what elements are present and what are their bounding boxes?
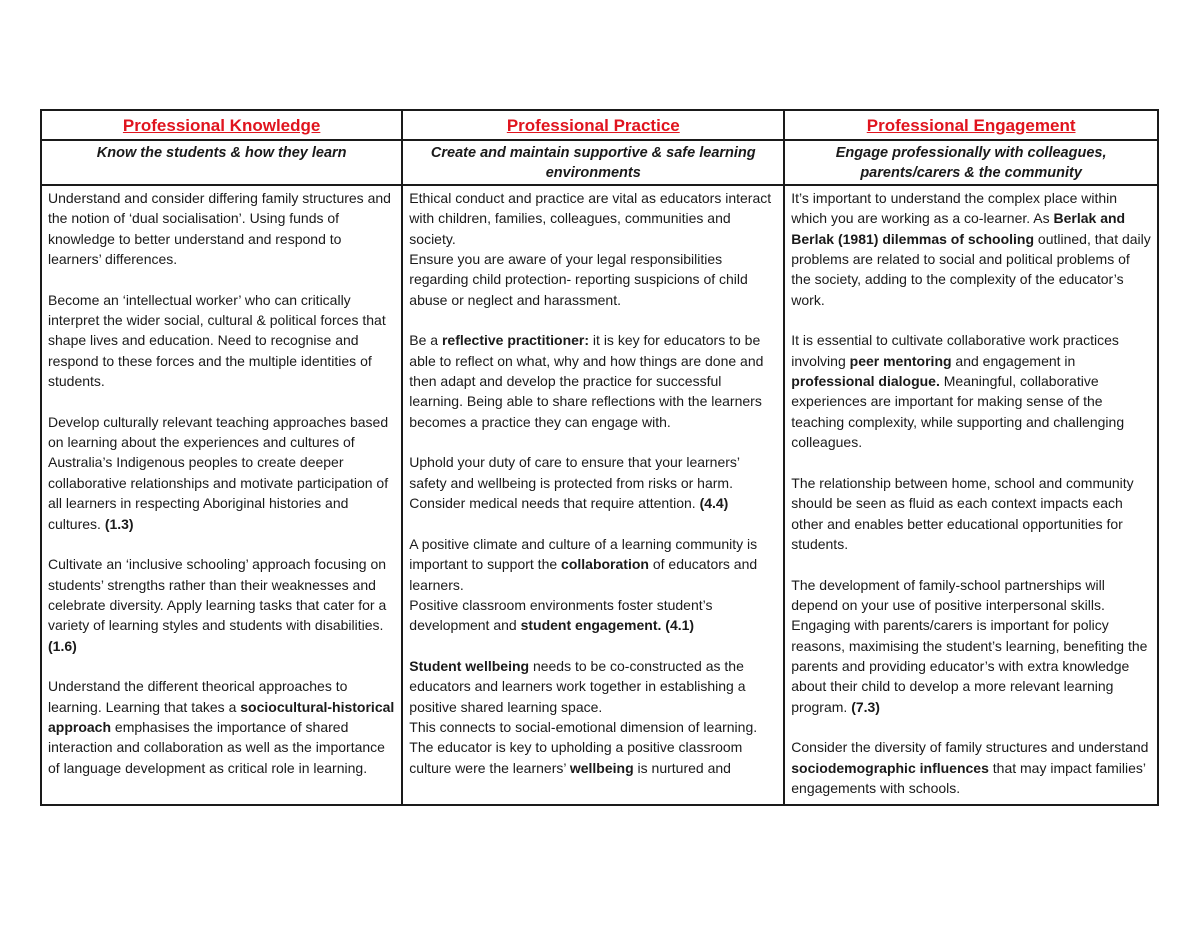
paragraph-gap — [409, 514, 777, 534]
bold-text-run: (1.6) — [48, 637, 77, 654]
text-run: Understand the different theorical approaches to learning. Learning that takes a — [48, 678, 348, 715]
paragraph-gap — [791, 554, 1151, 574]
standards-table — [40, 109, 1159, 806]
paragraph-gap — [791, 310, 1151, 330]
text-run: outlined, that daily problems are related to social and political problems of the society, adding to the complexity of the educator’s work. — [791, 230, 1151, 308]
text-run: and engagement in — [951, 352, 1076, 369]
body-row — [41, 185, 1158, 805]
body-paragraph — [48, 554, 395, 656]
paragraph-gap — [791, 452, 1151, 472]
text-run: it is key for educators to be able to reflect on what, why and how things are done and then adapt and develop the practice for successful learning. Being able to share reflections with the learners becomes a practice they can engage with. — [409, 332, 764, 430]
text-run: It’s important to understand the complex place within which you are working as a co-learner. As — [791, 190, 1118, 227]
paragraph-gap — [48, 391, 395, 411]
body-paragraph — [409, 656, 777, 778]
text-run: that may impact families’ engagements with schools. — [791, 759, 1146, 796]
paragraph-gap — [409, 432, 777, 452]
bold-text-run: (4.4) — [699, 495, 729, 512]
text-run: Become an ‘intellectual worker’ who can critically interpret the wider social, cultural & political forces that shape lives and education. Need to recognise and respond to these forces and the multiple identities of students. — [48, 291, 386, 390]
paragraph-gap — [48, 534, 395, 554]
body-paragraph — [791, 188, 1151, 310]
subheading-row — [41, 140, 1158, 185]
text-run: emphasises the importance of shared interaction and collaboration as well as the importance of language development as critical role in learning. — [48, 718, 385, 776]
text-run: of educators and learners. — [409, 556, 758, 593]
bold-text-run: sociodemographic influences — [791, 759, 989, 776]
column-subheading-engagement: Engage professionally with colleagues, parents/carers & the community — [784, 140, 1158, 185]
bold-text-run: student engagement. (4.1) — [520, 617, 695, 634]
text-run: Ensure you are aware of your legal responsibilities regarding child protection- reporting suspicions of child abuse or neglect and harassment. — [409, 251, 748, 308]
text-run: Understand and consider differing family structures and the notion of ‘dual socialisation’. Using funds of knowledge to better understand and respond to learners’ differences. — [48, 190, 391, 268]
text-run: It is essential to cultivate collaborative work practices involving — [791, 332, 1119, 369]
bold-text-run: peer mentoring — [849, 352, 952, 369]
body-paragraph — [48, 290, 395, 392]
bold-text-run: reflective practitioner: — [441, 332, 590, 349]
body-paragraph — [409, 330, 777, 432]
bold-text-run: (7.3) — [851, 698, 880, 715]
bold-text-run: (1.3) — [104, 515, 134, 532]
bold-text-run: collaboration — [561, 556, 649, 573]
text-run: Be a — [409, 332, 442, 349]
text-run: Consider the diversity of family structures and understand — [791, 739, 1149, 756]
column-body-knowledge — [41, 185, 402, 805]
body-paragraph — [791, 737, 1151, 798]
column-body-engagement — [784, 185, 1158, 805]
text-run: Ethical conduct and practice are vital as educators interact with children, families, colleagues, communities and society. — [409, 190, 772, 247]
column-heading-engagement: Professional Engagement — [784, 110, 1158, 140]
text-run: Positive classroom environments foster student’s development and — [409, 596, 713, 634]
body-paragraph — [791, 575, 1151, 717]
column-subheading-knowledge: Know the students & how they learn — [41, 140, 402, 185]
bold-text-run: Berlak and Berlak (1981) dilemmas of schooling — [791, 210, 1126, 247]
paragraph-gap — [409, 310, 777, 330]
text-run: This connects to social-emotional dimension of learning. — [409, 718, 758, 735]
text-run: Cultivate an ‘inclusive schooling’ approach focusing on students’ strengths rather than their weaknesses and celebrate diversity. Apply learning tasks that cater for a variety of learning styles and students with disabilities. — [48, 556, 387, 634]
body-paragraph — [48, 412, 395, 534]
bold-text-run: Student wellbeing — [409, 657, 530, 674]
text-run: Uphold your duty of care to ensure that your learners’ safety and wellbeing is protected from risks or harm. Consider medical needs that require attention. — [409, 454, 740, 512]
paragraph-gap — [409, 636, 777, 656]
bold-text-run: sociocultural-historical approach — [48, 698, 395, 735]
body-paragraph — [409, 188, 777, 310]
text-run: The educator is key to upholding a positive classroom culture were the learners’ — [409, 739, 743, 776]
bold-text-run: professional dialogue. — [791, 373, 940, 390]
body-paragraph — [48, 676, 395, 778]
column-heading-knowledge: Professional Knowledge — [41, 110, 402, 140]
text-run: Meaningful, collaborative experiences are important for making sense of the teaching complexity, while supporting and challenging colleagues. — [791, 373, 1125, 451]
body-paragraph — [409, 534, 777, 636]
bold-text-run: wellbeing — [569, 759, 634, 776]
body-paragraph — [48, 188, 395, 269]
body-paragraph — [791, 330, 1151, 452]
paragraph-gap — [791, 717, 1151, 737]
text-run: needs to be co-constructed as the educators and learners work together in establishing a positive shared learning space. — [409, 657, 746, 715]
paragraph-gap — [48, 656, 395, 676]
text-run: The relationship between home, school and community should be seen as fluid as each context impacts each other and enables better educational opportunities for students. — [791, 474, 1134, 552]
body-paragraph — [791, 473, 1151, 554]
text-run: Develop culturally relevant teaching approaches based on learning about the experiences and cultures of Australia’s Indigenous peoples to create deeper collaborative relationships and motivate participation of all learners in respecting Aboriginal histories and cultures. — [48, 413, 389, 532]
heading-row — [41, 110, 1158, 140]
column-subheading-practice: Create and maintain supportive & safe learning environments — [402, 140, 784, 185]
paragraph-gap — [48, 269, 395, 289]
body-paragraph — [409, 452, 777, 513]
text-run: The development of family-school partnerships will depend on your use of positive interpersonal skills. Engaging with parents/carers is important for policy reasons, maximising the student’s learning, benefiting the parents and providing educator’s with extra knowledge about their child to develop a more relevant learning program. — [791, 576, 1148, 715]
text-run: A positive climate and culture of a learning community is important to support the — [409, 535, 758, 573]
column-body-practice — [402, 185, 784, 805]
column-heading-practice: Professional Practice — [402, 110, 784, 140]
text-run: is nurtured and — [633, 759, 731, 776]
